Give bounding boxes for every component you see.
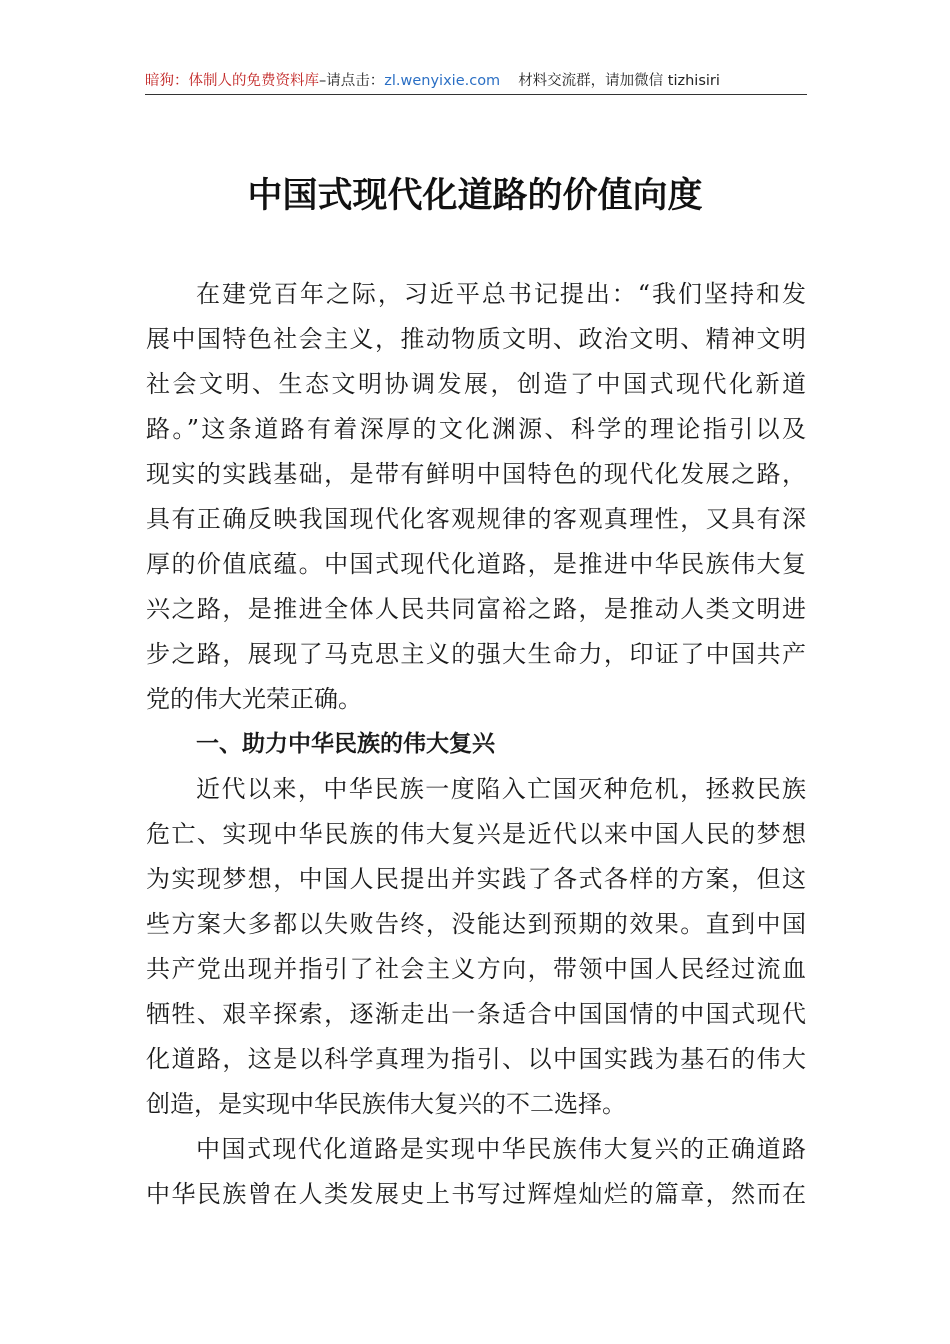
text-line: 危亡、实现中华民族的伟大复兴是近代以来中国人民的梦想 xyxy=(146,820,806,848)
document-header xyxy=(145,70,807,96)
text-line: 现实的实践基础，是带有鲜明中国特色的现代化发展之路， xyxy=(146,460,806,488)
document-title: 中国式现代化道路的价值向度 xyxy=(247,176,703,216)
header-url-link[interactable]: zl.wenyixie.com xyxy=(384,73,501,89)
text-line: 化道路，这是以科学真理为指引、以中国实践为基石的伟大 xyxy=(146,1045,806,1073)
text-line: 创造，是实现中华民族伟大复兴的不二选择。 xyxy=(146,1090,626,1118)
text-line: 兴之路，是推进全体人民共同富裕之路，是推动人类文明进 xyxy=(146,595,806,623)
text-line: 展中国特色社会主义，推动物质文明、政治文明、精神文明 xyxy=(146,325,806,353)
section-heading: 一、助力中华民族的伟大复兴 xyxy=(196,731,495,757)
text-line: 路。”这条道路有着深厚的文化渊源、科学的理论指引以及 xyxy=(146,415,806,443)
document-body xyxy=(146,272,806,1217)
text-line: 些方案大多都以失败告终，没能达到预期的效果。直到中国 xyxy=(146,910,806,938)
text-line: 牺牲、艰辛探索，逐渐走出一条适合中国国情的中国式现代 xyxy=(146,1000,806,1028)
header-click-prompt: –请点击： xyxy=(319,73,385,89)
text-line: 具有正确反映我国现代化客观规律的客观真理性，又具有深 xyxy=(146,505,806,533)
text-line: 为实现梦想，中国人民提出并实践了各式各样的方案，但这 xyxy=(146,865,806,893)
text-line: 中国式现代化道路是实现中华民族伟大复兴的正确道路 xyxy=(196,1135,806,1163)
text-line: 党的伟大光荣正确。 xyxy=(146,685,362,713)
text-line: 厚的价值底蕴。中国式现代化道路，是推进中华民族伟大复 xyxy=(146,550,806,578)
header-brand: 暗狗：体制人的免费资料库 xyxy=(145,73,319,89)
text-line: 步之路，展现了马克思主义的强大生命力，印证了中国共产 xyxy=(146,640,806,668)
text-line: 中华民族曾在人类发展史上书写过辉煌灿烂的篇章，然而在 xyxy=(146,1180,806,1208)
text-line: 社会文明、生态文明协调发展，创造了中国式现代化新道 xyxy=(146,370,806,398)
paragraph-intro xyxy=(146,272,806,722)
header-group-info: 材料交流群，请加微信 tizhisiri xyxy=(518,73,720,89)
paragraph-section1-continued xyxy=(146,1127,806,1217)
header-divider xyxy=(145,94,807,95)
text-line: 近代以来，中华民族一度陷入亡国灭种危机，拯救民族 xyxy=(196,775,806,803)
text-line: 在建党百年之际，习近平总书记提出：“我们坚持和发 xyxy=(196,280,806,308)
paragraph-section1 xyxy=(146,767,806,1127)
text-line: 共产党出现并指引了社会主义方向，带领中国人民经过流血 xyxy=(146,955,806,983)
